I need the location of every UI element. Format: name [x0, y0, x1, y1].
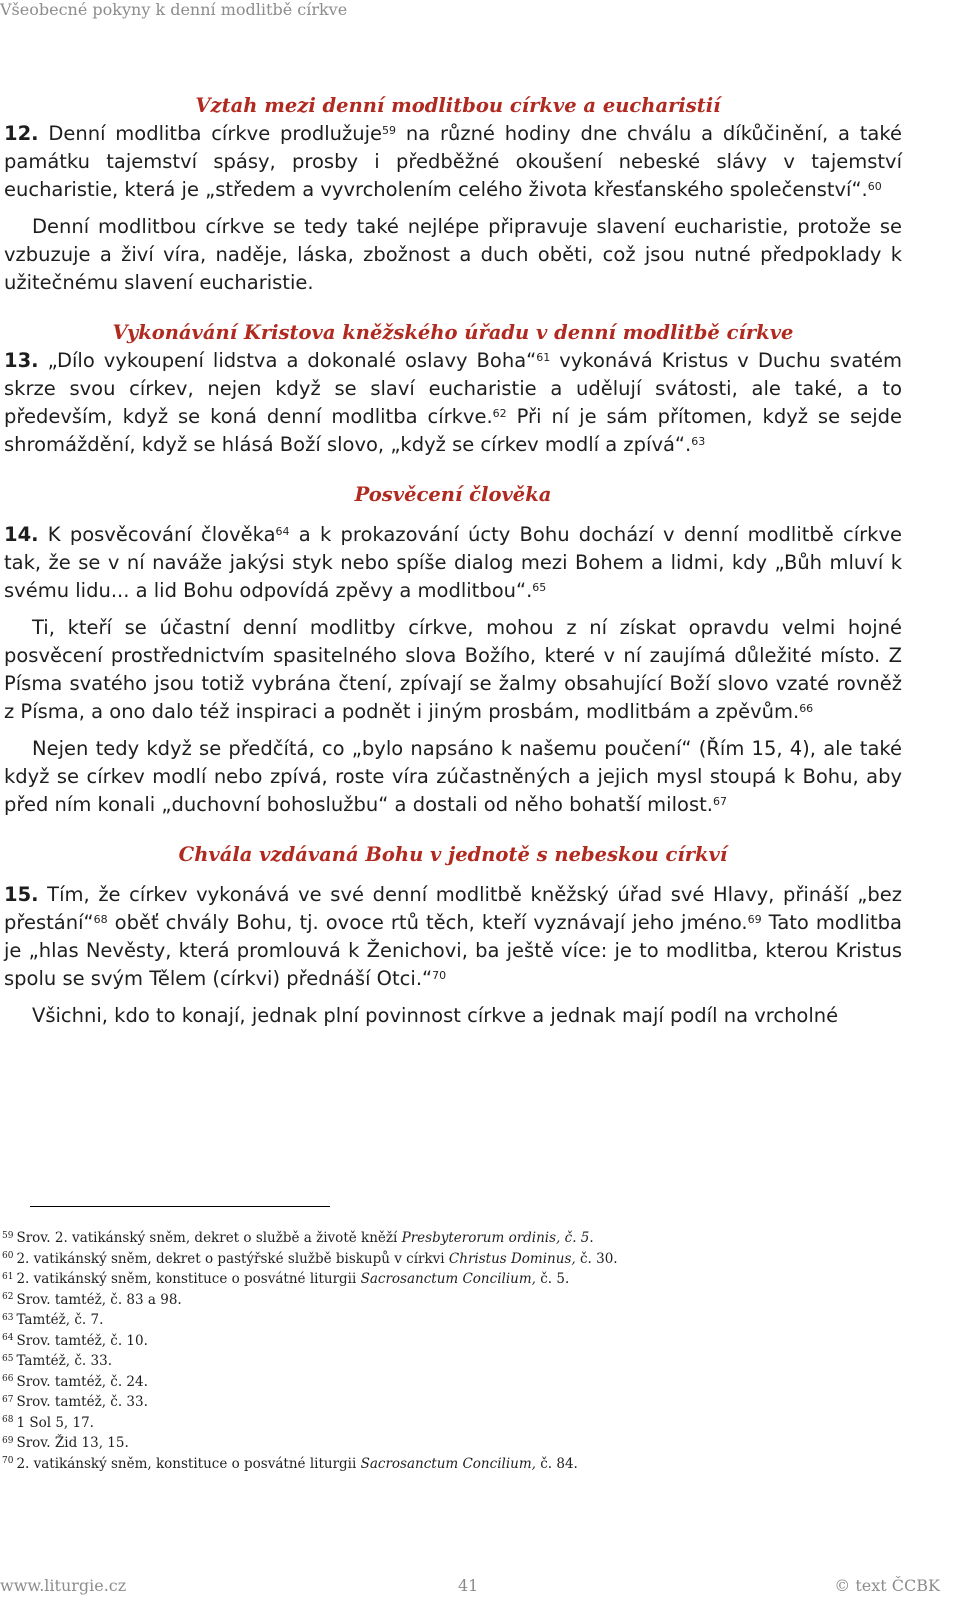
footnote-text: 2. vatikánský sněm, konstituce o posvátné liturgii [16, 1455, 361, 1472]
paragraph-number: 12. [4, 122, 39, 145]
footnote-text: Srov. tamtéž, č. 33. [16, 1394, 148, 1410]
footnote-tail: č. 84. [535, 1455, 578, 1472]
footer-copyright: © text ČCBK [834, 1576, 940, 1595]
section-heading: Chvála vzdávaná Bohu v jednotě s nebeskou církví [178, 843, 728, 866]
paragraph-text: Všichni, kdo to konají, jednak plní povinnost církve a jednak mají podíl na vrcholné [32, 1004, 839, 1027]
footnote-text: 1 Sol 5, 17. [16, 1414, 94, 1431]
running-header: Všeobecné pokyny k denní modlitbě církve [0, 0, 348, 19]
paragraph-number: 15. [4, 883, 39, 906]
footnote [2, 1331, 902, 1352]
footnote [2, 1310, 902, 1331]
paragraph-text: „Dílo vykoupení lidstva a dokonalé oslavy Boha“ [38, 349, 537, 372]
paragraph-text: Denní modlitba církve prodlužuje [38, 122, 383, 145]
page-number: 41 [458, 1576, 479, 1595]
footnote [2, 1290, 902, 1311]
paragraph-text: Tím, že církev vykonává ve své denní modlitbě kněžský úřad své Hlavy, přináší „bez přestání“ [4, 883, 902, 934]
footnote [2, 1228, 902, 1249]
paragraph [4, 521, 902, 605]
footnote-ref[interactable]: 60 [867, 179, 882, 193]
footnote-number: 61 [2, 1271, 14, 1282]
paragraph-text: Tato modlitba je „hlas Nevěsty, která promlouvá k Ženichovi, ba ještě více: je to modlitba, kterou Kristus spolu se svým Tělem (církvi) přednáší Otci.“ [4, 911, 903, 990]
footnote [2, 1249, 902, 1270]
footnote-text: 2. vatikánský sněm, dekret o pastýřské službě biskupů v církvi [16, 1250, 449, 1267]
footnote-ref[interactable]: 61 [536, 350, 551, 364]
footnote-ref[interactable]: 68 [93, 912, 108, 926]
footnote [2, 1351, 902, 1372]
paragraph [4, 347, 902, 459]
footnote-ref[interactable]: 70 [432, 968, 447, 982]
paragraph-number: 13. [4, 349, 39, 372]
section-heading: Vykonávání Kristova kněžského úřadu v denní modlitbě církve [112, 321, 794, 344]
footnote-text: Srov. tamtéž, č. 24. [16, 1373, 148, 1390]
footnote-number: 66 [2, 1374, 14, 1384]
footnote-ref[interactable]: 67 [712, 794, 727, 808]
footnote-italic: Presbyterorum ordinis, č. 5 [401, 1230, 590, 1246]
footnote-tail: . [589, 1230, 594, 1246]
paragraph-text: oběť chvály Bohu, tj. ovoce rtů těch, kteří vyznávají jeho jméno. [107, 911, 748, 934]
footnote-ref[interactable]: 62 [492, 406, 507, 420]
footnote-number: 60 [2, 1251, 14, 1261]
paragraph [4, 881, 902, 993]
paragraph-text: vykonává Kristus v Duchu svatém skrze svou církev, nejen když se slaví eucharistie a udělují svátosti, ale také, a to především, když se koná denní modlitba církve. [4, 349, 902, 428]
footnote-text: 2. vatikánský sněm, konstituce o posvátné liturgii [16, 1271, 361, 1287]
paragraph [4, 213, 902, 297]
footnotes [2, 1228, 902, 1474]
footnote-tail: č. 30. [575, 1250, 618, 1267]
footnote-ref[interactable]: 65 [532, 580, 547, 594]
paragraph-text: Nejen tedy když se předčítá, co „bylo napsáno k našemu poučení“ (Řím 15, 4), ale také když se církev modlí nebo zpívá, roste víra zúčastněných a jejich mysl stoupá k Bohu, aby před ním konali „duchovní bohoslužbu“ a dostali od něho bohatší milost. [4, 737, 902, 816]
paragraph [4, 120, 902, 204]
footnote-italic: Sacrosanctum Concilium, [360, 1455, 536, 1472]
footnote-text: Srov. tamtéž, č. 10. [16, 1332, 148, 1349]
paragraph [4, 614, 902, 726]
paragraph-text: K posvěcování člověka [38, 523, 276, 546]
footnote-ref[interactable]: 64 [275, 524, 290, 538]
footnote-text: Tamtéž, č. 7. [16, 1312, 104, 1328]
body-text [4, 92, 902, 1030]
footer-website-link[interactable]: www.liturgie.cz [0, 1576, 127, 1595]
footnote-number: 68 [2, 1415, 14, 1425]
footnote [2, 1269, 902, 1290]
footnote-number: 63 [2, 1312, 14, 1323]
footnote [2, 1392, 902, 1413]
paragraph [4, 1002, 902, 1030]
paragraph-number: 14. [4, 523, 39, 546]
paragraph-text: Denní modlitbou církve se tedy také nejlépe připravuje slavení eucharistie, protože se vzbuzuje a živí víra, naděje, láska, zbožnost a duch oběti, což jsou nutné předpoklady k užitečnému slavení eucharistie. [4, 215, 902, 294]
footnote-italic: Christus Dominus, [448, 1250, 576, 1267]
footnote-text: Srov. 2. vatikánský sněm, dekret o službě a životě kněží [16, 1230, 402, 1246]
footnote-number: 67 [2, 1394, 14, 1405]
footnote [2, 1433, 902, 1454]
section-heading: Posvěcení člověka [354, 483, 552, 506]
footnote-italic: Sacrosanctum Concilium, [360, 1271, 536, 1287]
footnote-number: 70 [2, 1456, 14, 1466]
footnote-number: 69 [2, 1435, 14, 1446]
footnote-text: Srov. tamtéž, č. 83 a 98. [16, 1291, 182, 1308]
paragraph [4, 735, 902, 819]
section-heading: Vztah mezi denní modlitbou církve a eucharistií [195, 94, 721, 117]
footnote-number: 59 [2, 1230, 14, 1241]
footnote-ref[interactable]: 66 [799, 701, 814, 715]
footnote-number: 65 [2, 1353, 14, 1364]
footnote-tail: č. 5. [535, 1271, 570, 1287]
paragraph-text: Ti, kteří se účastní denní modlitby církve, mohou z ní získat opravdu velmi hojné posvěcení prostřednictvím spasitelného slova Božího, které v ní zaujímá důležité místo. Z Písma svatého jsou totiž vybrána čtení, zpívají se žalmy obsahující Boží slovo vzaté rovněž z Písma, a ono dalo též inspiraci a podnět i jiným prosbám, modlitbám a zpěvům. [4, 616, 902, 723]
footnote-text: Tamtéž, č. 33. [16, 1353, 112, 1369]
paragraph-text: Při ní je sám přítomen, když se sejde shromáždění, když se hlásá Boží slovo, „když se církev modlí a zpívá“. [4, 405, 902, 456]
footnote-separator [30, 1206, 330, 1207]
footnote-text: Srov. Žid 13, 15. [16, 1435, 129, 1451]
footnote [2, 1454, 902, 1475]
paragraph-text: a k prokazování úcty Bohu dochází v denní modlitbě církve tak, že se v ní naváže jakýsi styk nebo spíše dialog mezi Bohem a lidmi, kdy „Bůh mluví k svému lidu... a lid Bohu odpovídá zpěvy a modlitbou“. [4, 523, 903, 602]
footnote-ref[interactable]: 69 [747, 912, 762, 926]
paragraph-text: na různé hodiny dne chválu a díkůčinění, a také památku tajemství spásy, prosby i předběžné okoušení nebeské slávy v tajemství eucharistie, která je „středem a vyvrcholením celého života křesťanského společenství“. [4, 122, 902, 201]
footnote-ref[interactable]: 59 [382, 123, 397, 137]
footnote [2, 1413, 902, 1434]
footnote-number: 62 [2, 1292, 14, 1302]
footnote-ref[interactable]: 63 [691, 434, 706, 448]
footnote [2, 1372, 902, 1393]
footnote-number: 64 [2, 1333, 14, 1343]
page-footer [0, 1576, 940, 1606]
